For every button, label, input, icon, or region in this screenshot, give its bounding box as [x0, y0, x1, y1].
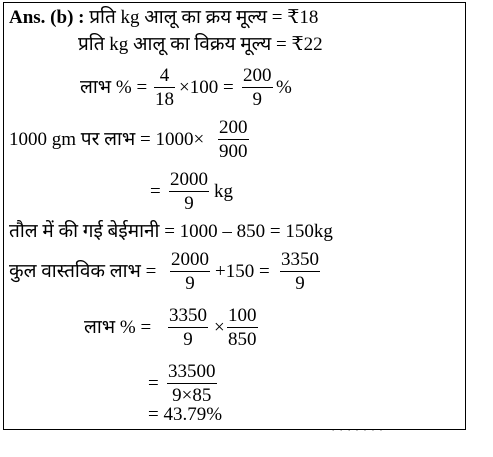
fraction-numerator: 2000 [171, 249, 209, 270]
fraction-numerator: 33500 [168, 361, 216, 382]
fraction-numerator: 2000 [170, 169, 208, 190]
fraction-3350-over-9 [168, 305, 208, 350]
fraction-denominator: 9 [183, 329, 193, 350]
dishonesty-line: तौल में की गई बेईमानी = 1000 – 850 = 150kg [9, 221, 333, 242]
plus-150-equals: +150 = [215, 261, 270, 282]
fraction-100-over-850 [227, 305, 258, 350]
fraction-denominator: 9 [184, 193, 194, 214]
cropped-text-artifact: ‧ ‧ ‧ ‧ ‧ ‧ ‧ [332, 428, 385, 434]
answer-box [3, 2, 466, 430]
fraction-denominator: 850 [228, 329, 257, 350]
fraction-3350-over-9 [280, 249, 320, 294]
fraction-numerator: 3350 [169, 305, 207, 326]
fraction-200-over-900 [218, 117, 249, 162]
fraction-denominator: 9 [185, 273, 195, 294]
equals-sign: = [148, 373, 159, 394]
fraction-numerator: 100 [228, 305, 257, 326]
fraction-33500-over-9x85 [167, 361, 217, 406]
fraction-denominator: 9 [252, 89, 262, 110]
times-sign: × [214, 317, 225, 338]
fraction-denominator: 9 [295, 273, 305, 294]
cost-price-line: प्रति kg आलू का क्रय मूल्य = ₹18 [89, 7, 319, 28]
final-result: = 43.79% [148, 404, 223, 425]
fraction-denominator: 9×85 [172, 385, 212, 406]
answer-heading: Ans. (b) : [9, 7, 85, 28]
fraction-numerator: 3350 [281, 249, 319, 270]
fraction-numerator: 200 [219, 117, 248, 138]
answer-heading-line [9, 7, 318, 29]
equals-sign: = [150, 181, 161, 202]
fraction-4-over-18 [154, 65, 175, 110]
percent-suffix: % [276, 77, 292, 98]
total-actual-profit-label: कुल वास्तविक लाभ = [9, 261, 157, 282]
selling-price-line: प्रति kg आलू का विक्रय मूल्य = ₹22 [78, 34, 323, 55]
fraction-numerator: 4 [154, 65, 175, 88]
fraction-denominator: 900 [219, 141, 248, 162]
unit-kg: kg [214, 181, 233, 202]
fraction-numerator: 200 [243, 65, 272, 86]
fraction-2000-over-9 [169, 169, 209, 214]
profit-1000gm-label: 1000 gm पर लाभ = 1000× [9, 129, 205, 150]
fraction-denominator: 18 [155, 89, 174, 110]
final-percent-label: लाभ % = [84, 317, 152, 338]
times-100-equals: ×100 = [179, 77, 234, 98]
fraction-200-over-9 [242, 65, 273, 110]
fraction-2000-over-9 [170, 249, 210, 294]
profit-percent-label: लाभ % = [80, 77, 148, 98]
